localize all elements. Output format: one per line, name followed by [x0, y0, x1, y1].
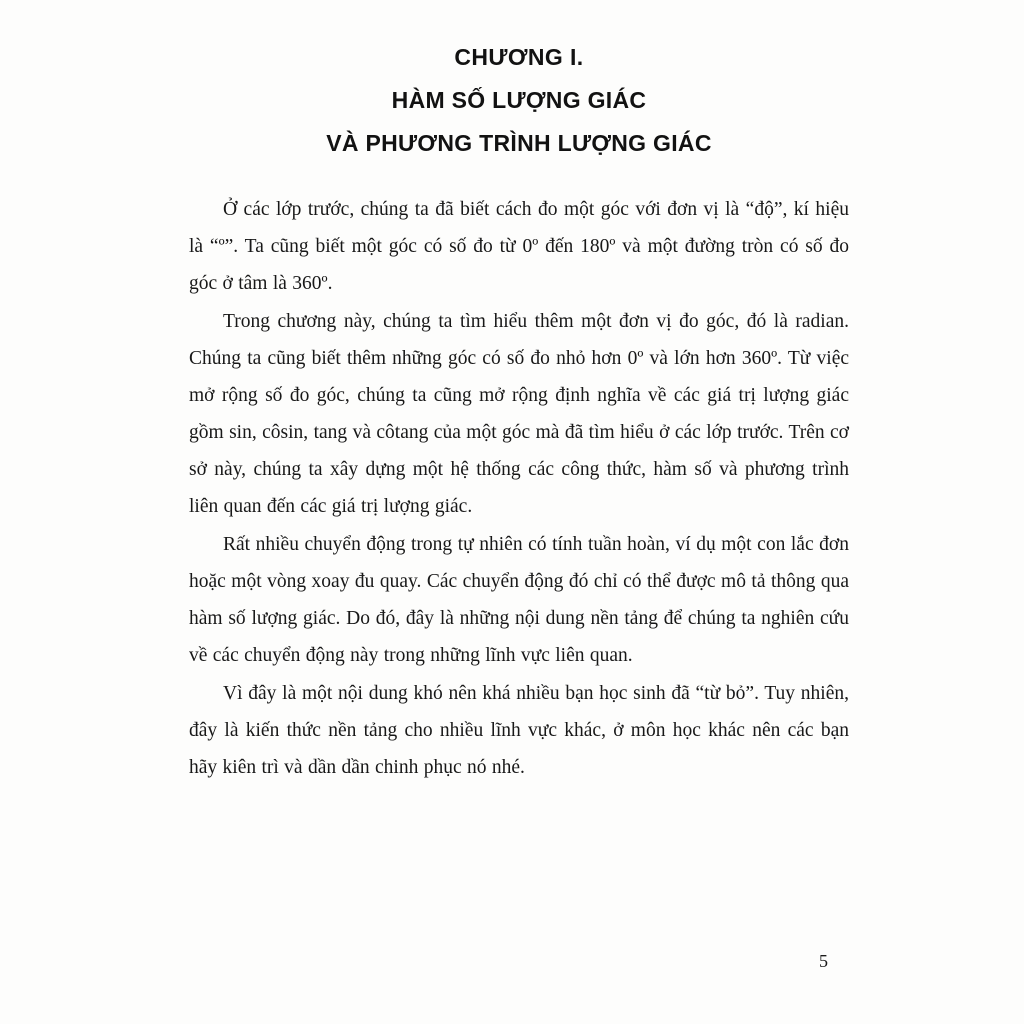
chapter-subtitle-line-2: VÀ PHƯƠNG TRÌNH LƯỢNG GIÁC: [326, 130, 712, 156]
chapter-heading: [189, 44, 849, 157]
chapter-subtitle-line-1: HÀM SỐ LƯỢNG GIÁC: [391, 87, 647, 113]
body-paragraph-2: Trong chương này, chúng ta tìm hiểu thêm một đơn vị đo góc, đó là radian. Chúng ta cũng biết thêm những góc có số đo nhỏ hơn 0º và lớn hơn 360º. Từ việc mở rộng số đo góc, chúng ta cũng mở rộng định nghĩa về các giá trị lượng giác gồm sin, côsin, tang và côtang của một góc mà đã tìm hiểu ở các lớp trước. Trên cơ sở này, chúng ta xây dựng một hệ thống các công thức, hàm số và phương trình liên quan đến các giá trị lượng giác.: [189, 311, 849, 517]
page-number: 5: [819, 951, 828, 971]
chapter-number-title: CHƯƠNG I.: [454, 44, 584, 70]
body-paragraph-1: Ở các lớp trước, chúng ta đã biết cách đo một góc với đơn vị là “độ”, kí hiệu là “º”. Ta cũng biết một góc có số đo từ 0º đến 180º và một đường tròn có số đo góc ở tâm là 360º.: [189, 199, 849, 294]
page-content: [175, 44, 849, 786]
body-paragraph-3: Rất nhiều chuyển động trong tự nhiên có tính tuần hoàn, ví dụ một con lắc đơn hoặc một vòng xoay đu quay. Các chuyển động đó chỉ có thể được mô tả thông qua hàm số lượng giác. Do đó, đây là những nội dung nền tảng để chúng ta nghiên cứu về các chuyển động này trong những lĩnh vực liên quan.: [189, 534, 849, 666]
body-paragraph-4: Vì đây là một nội dung khó nên khá nhiều bạn học sinh đã “từ bỏ”. Tuy nhiên, đây là kiến thức nền tảng cho nhiều lĩnh vực khác, ở môn học khác nên các bạn hãy kiên trì và dần dần chinh phục nó nhé.: [189, 683, 849, 778]
